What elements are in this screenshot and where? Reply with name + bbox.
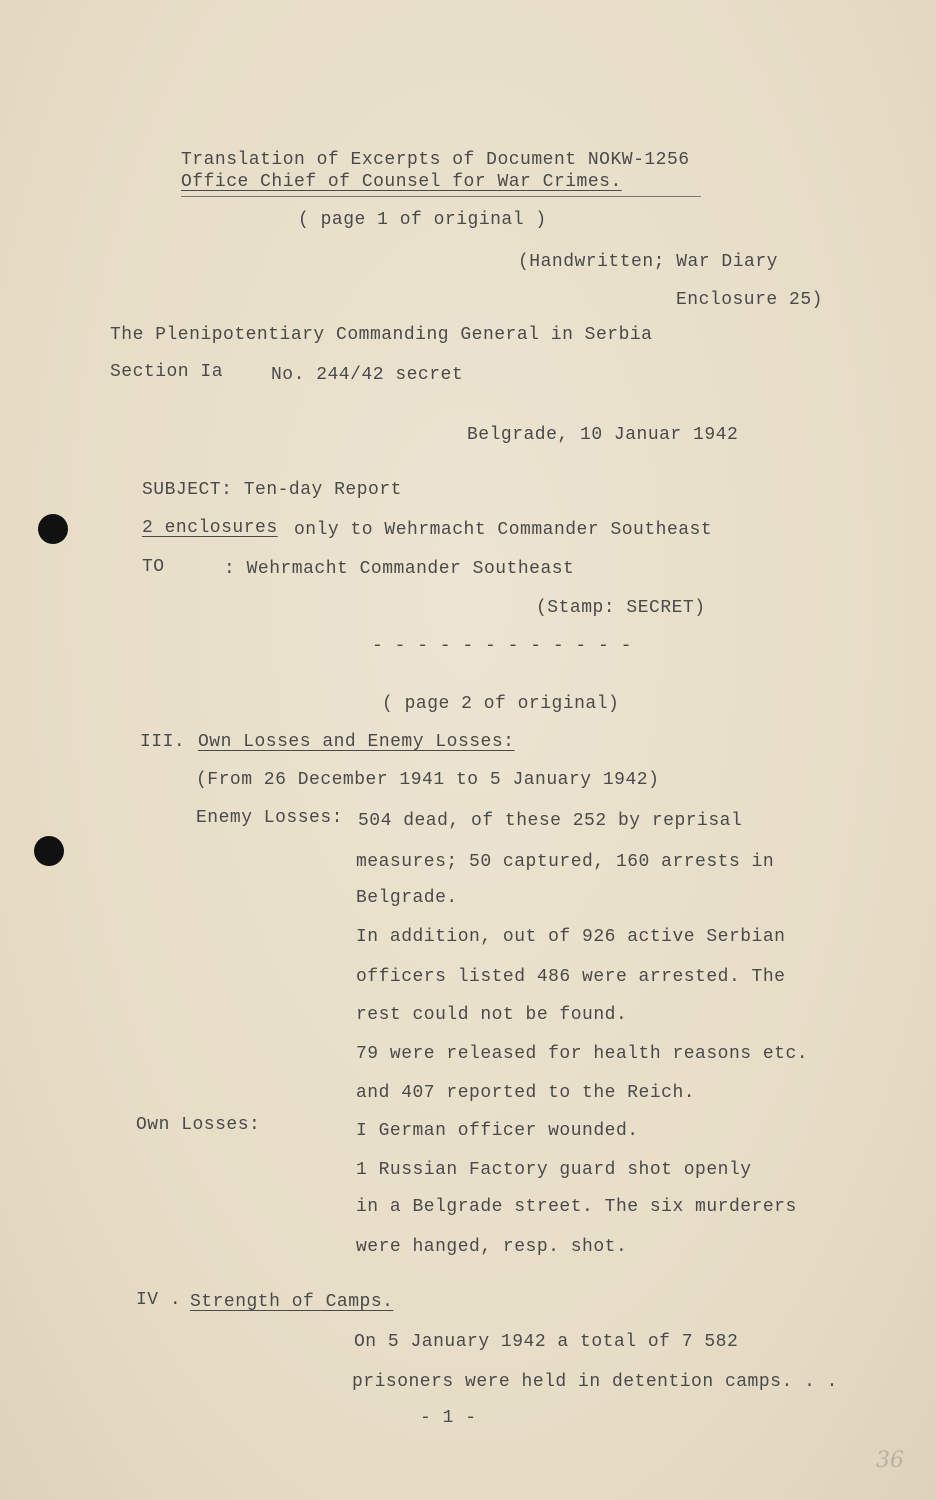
camps-line: On 5 January 1942 a total of 7 582	[354, 1332, 739, 1352]
enemy-losses-line: rest could not be found.	[356, 1005, 628, 1025]
to-recipient: : Wehrmacht Commander Southeast	[224, 559, 575, 579]
punch-hole	[34, 836, 64, 866]
enclosures-recipient: only to Wehrmacht Commander Southeast	[294, 520, 713, 540]
own-losses-line: 1 Russian Factory guard shot openly	[356, 1160, 752, 1180]
document-number: No. 244/42 secret	[271, 365, 464, 385]
camps-line: prisoners were held in detention camps. . .	[352, 1372, 838, 1392]
enemy-losses-line: officers listed 486 were arrested. The	[356, 967, 786, 987]
enemy-losses-line: and 407 reported to the Reich.	[356, 1083, 696, 1103]
subject-line: SUBJECT: Ten-day Report	[142, 480, 402, 500]
page-2-marker: ( page 2 of original)	[382, 694, 620, 714]
date-line: Belgrade, 10 Januar 1942	[467, 425, 739, 445]
enclosure-note: Enclosure 25)	[676, 290, 823, 310]
enemy-losses-line: In addition, out of 926 active Serbian	[356, 927, 786, 947]
enemy-losses-label: Enemy Losses:	[196, 808, 343, 828]
to-label: TO	[142, 557, 165, 577]
enemy-losses-line: 79 were released for health reasons etc.	[356, 1044, 809, 1064]
own-losses-line: were hanged, resp. shot.	[356, 1237, 628, 1257]
section-3-numeral: III.	[140, 732, 186, 752]
page-number: - 1 -	[420, 1408, 477, 1428]
section-label: Section Ia	[110, 362, 224, 382]
header-line-2: Office Chief of Counsel for War Crimes.	[181, 172, 622, 192]
own-losses-line: in a Belgrade street. The six murderers	[356, 1197, 797, 1217]
enemy-losses-line: 504 dead, of these 252 by reprisal	[358, 811, 743, 831]
own-losses-label: Own Losses:	[136, 1115, 261, 1135]
sender-line: The Plenipotentiary Commanding General in Serbia	[110, 325, 653, 345]
enclosures-label: 2 enclosures	[142, 518, 278, 538]
section-4-title: Strength of Camps.	[190, 1292, 394, 1312]
handwritten-note: (Handwritten; War Diary	[518, 252, 778, 272]
enemy-losses-line: measures; 50 captured, 160 arrests in	[356, 852, 775, 872]
own-losses-line: I German officer wounded.	[356, 1121, 639, 1141]
page-1-marker: ( page 1 of original )	[298, 210, 547, 230]
header-line-1: Translation of Excerpts of Document NOKW-1256	[181, 150, 690, 170]
separator-line: - - - - - - - - - - - -	[372, 636, 632, 656]
enemy-losses-line: Belgrade.	[356, 888, 458, 908]
pencil-page-mark: 36	[876, 1448, 904, 1473]
punch-hole	[38, 514, 68, 544]
losses-period: (From 26 December 1941 to 5 January 1942)	[196, 770, 660, 790]
header-underline	[181, 196, 701, 197]
section-3-title: Own Losses and Enemy Losses:	[198, 732, 515, 752]
stamp-note: (Stamp: SECRET)	[536, 598, 706, 618]
section-4-numeral: IV .	[136, 1290, 182, 1310]
